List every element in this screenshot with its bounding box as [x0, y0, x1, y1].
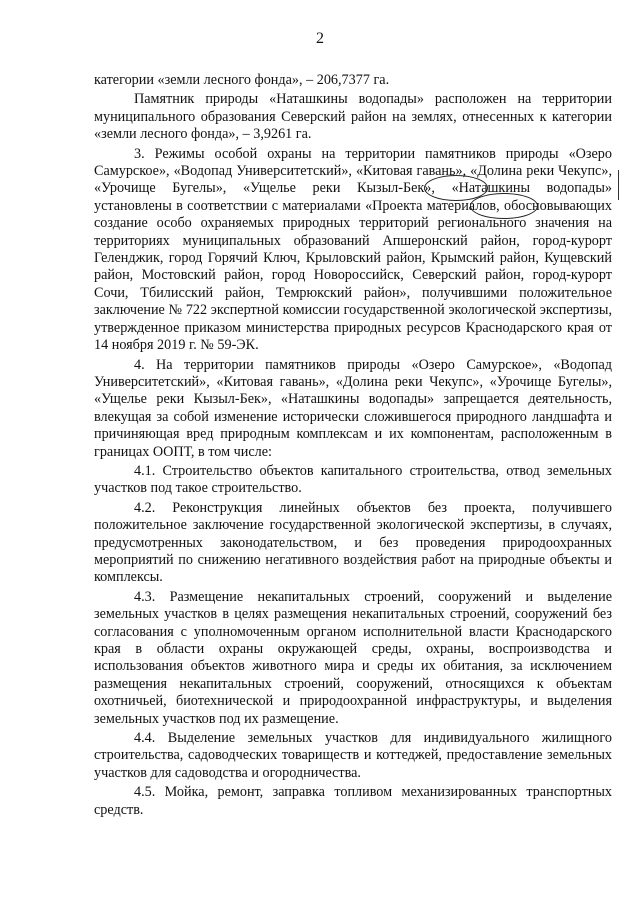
document-body — [94, 72, 612, 819]
paragraph-4-4: 4.4. Выделение земельных участков для индивидуального жилищного строительства, садоводческих товариществ и коттеджей, предоставление земельных участков для садоводства и огородничества. — [94, 730, 612, 781]
paragraph-3-regimes: 3. Режимы особой охраны на территории памятников природы «Озеро Самурское», «Водопад Университетский», «Китовая гавань», «Долина реки Чекупс», «Урочище Бугелы», «Ущелье реки Кызыл-Бек», «Наташкины водопады» установлены в соответствии с материалами «Проекта материалов, обосновывающих создание особо охраняемых природных территорий регионального значения на территориях муниципальных образований Апшеронский район, город-курорт Геленджик, город Горячий Ключ, Крыловский район, Крымский район, Кущевский район, Мостовский район, город Новороссийск, Северский район, город-курорт Сочи, Тбилисский район, Темрюкский район», получившими положительное заключение № 722 экспертной комиссии государственной экологической экспертизы, утвержденное приказом министерства природных ресурсов Краснодарского края от 14 ноября 2019 г. № 59-ЭК. — [94, 145, 612, 354]
paragraph-4-1: 4.1. Строительство объектов капитального строительства, отвод земельных участков под такое строительство. — [94, 462, 612, 497]
page-number: 2 — [316, 30, 324, 47]
margin-pen-stroke — [618, 170, 619, 200]
paragraph-continuation: категории «земли лесного фонда», – 206,7377 га. — [94, 72, 390, 88]
paragraph-natashkiny: Памятник природы «Наташкины водопады» расположен на территории муниципального образования Северский район на землях, отнесенных к категории «земли лесного фонда», – 3,9261 га. — [94, 91, 612, 143]
paragraph-4-5: 4.5. Мойка, ремонт, заправка топливом механизированных транспортных средств. — [94, 784, 612, 818]
paragraph-4-2: 4.2. Реконструкция линейных объектов без проекта, получившего положительное заключение государственной экологической экспертизы, в случаях, предусмотренных законодательством, и без проведения природоохранных мероприятий по снижению негативного воздействия работ на природные объекты и комплексы. — [94, 499, 612, 586]
paragraph-4-prohibitions: 4. На территории памятников природы «Озеро Самурское», «Водопад Университетский», «Китовая гавань», «Долина реки Чекупс», «Урочище Бугелы», «Ущелье реки Кызыл-Бек», «Наташкины водопады» запрещается деятельность, влекущая за собой изменение исторически сложившегося природного ландшафта и причиняющая вред природным комплексам и их компонентам, расположенным в границах ООПТ, в том числе: — [94, 356, 612, 460]
paragraph-4-3: 4.3. Размещение некапитальных строений, сооружений и выделение земельных участков в целях размещения некапитальных строений, сооружений без согласования с уполномоченным органом исполнительной власти Краснодарского края в области охраны окружающей среды, охраны, воспроизводства и использования объектов животного мира и среды их обитания, за исключением размещения некапитальных строений, сооружений, относящихся к объектам охотничьей, биотехнической и природоохранной инфраструктуры, и выделения земельных участков под их размещение. — [94, 588, 612, 727]
